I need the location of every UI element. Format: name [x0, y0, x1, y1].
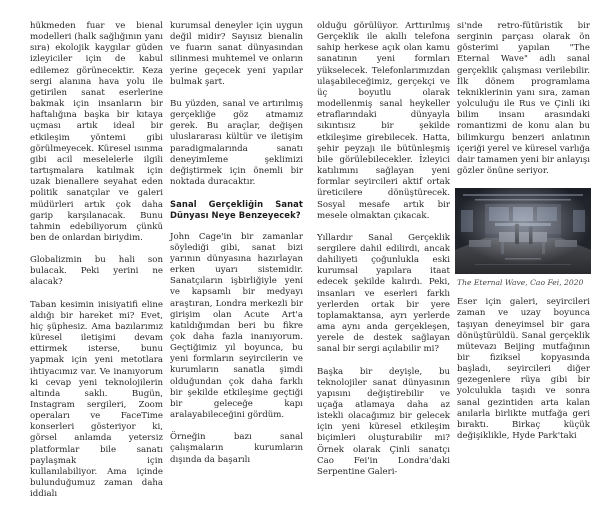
installation-photo-image	[455, 188, 591, 274]
paragraph: hükmeden fuar ve bienal modelleri (halk sağlığının yanı sıra) ekolojik kaygılar güden izleyiciler için de kabul edilemez görünecektir. Keza sergi alanına hava yolu ile getirilen sanat eserlerine bakmak için insanların bir haftalığına başka bir kıtaya uçması artık ideal bir etkileşim yöntemi gibi görülmeyecek. Küresel ısınma gibi acil meselelerle ilgili tartışmalara katılmak için uzak bienallere seyahat eden politik sanatçılar ve galeri müdürleri artık çok daha garip karşılanacak. Bunu tahmin edebiliyorum çünkü ben de onlardan biriydim.	[30, 21, 163, 243]
paragraph: olduğu görülüyor. Arttırılmış Gerçeklik ile akıllı telefona sahip herkese açık olan kamu sanatının yeni formları yükselecek. Telefonlarımızdan ulaşabileceğimiz, gerçekçi ve üç boyutlu olarak modellenmiş sanal heykeller etraflarındaki dünyayla sıkıntısız bir şekilde etkileşime girebilecek. Hatta, şehir peyzajı ile bütünleşmiş bile görülebilecekler. İzleyici katılımını sağlayan yeni formlar seyircileri aktif ortak üreticilere dönüştürecek. Sosyal mesafe artık bir mesele olmaktan çıkacak.	[317, 21, 450, 221]
text-column-2	[170, 21, 303, 477]
paragraph: Başka bir deyişle, bu teknolojiler sanat dünyasının yapısını değiştirebilir ve uçağa atlamaya daha az istekli olacağımız bir gelecek için yeni küresel etkileşim biçimleri oluşturabilir mi? Örnek olarak Çinli sanatçı Cao Fei'in Londra'daki Serpentine Galeri-	[317, 366, 450, 477]
paragraph: Örneğin bazı sanal çalışmaların kurumların dışında da başarılı	[170, 432, 303, 465]
paragraph: Taban kesimin inisiyatifi eline aldığı bir hareket mi? Evet, hiç şüphesiz. Ama bazılarımız küresel iletişimi devam ettirmek isterse, bunu yapmak için yeni metotlara ihtiyacımız var. Ve inanıyorum ki cevap yeni teknolojilerin altında saklı. Bugün, Instagram sergileri, Zoom operaları ve FaceTime konserleri gösteriyor ki, görsel anlamda yetersiz platformlar bile sanatı paylaşmak için kullanılabiliyor. Ama içinde bulunduğumuz zaman daha iddialı	[30, 299, 163, 500]
paragraph: si'nde retro-fütüristik bir serginin parçası olarak ön gösterimi yapılan "The Eternal Wave" adlı sanal gerçeklik çalışması verilebilir. İlk dönem programlama tekniklerinin yanı sıra, zaman yolculuğu ile Rus ve Çinli iki bilim insanı arasındaki romantizmi de konu alan bu bilimkurgu benzeri anlatının içeriği yerel ve küresel varlığa dair tamamen yeni bir anlayışı gözler önüne seriyor.	[457, 21, 590, 177]
installation-photo	[455, 188, 591, 274]
text-column-4	[457, 21, 590, 453]
paragraph: kurumsal deneyler için uygun değil midir? Sayısız bienalin ve fuarın sanat dünyasından silinmesi muhtemel ve onların yerine geçecek yeni yapılar bulmak şart.	[170, 21, 303, 87]
text-column-1	[30, 21, 163, 511]
paragraph: John Cage'in bir zamanlar söylediği gibi, sanat bizi yarının dünyasına hazırlayan erken uyarı sistemidir. Sanatçıların işbirliğiyle yeni ve kapsamlı bir medyayı araştıran, Londra merkezli bir girişim olan Acute Art'a katıldığımdan beri bu fikre çok daha fazla inanıyorum. Geçtiğimiz yıl boyunca, bu yeni formların seyircilerin ve kurumların sanatla şimdi olduğundan çok daha farklı bir şekilde etkileşime geçtiği bir geleceğe kapı aralayabileceğini gördüm.	[170, 231, 303, 421]
text-column-3	[317, 21, 450, 489]
section-heading: Sanal Gerçekliğin Sanat Dünyası Neye Benzeyecek?	[170, 199, 303, 221]
photo-caption: The Eternal Wave, Cao Fei, 2020	[457, 278, 584, 288]
paragraph: Eser için galeri, seyircileri zaman ve uzay boyunca taşıyan deneyimsel bir gara dönüştürüldü. Sanal gerçeklik mütevazı Beijing mutfağının bir fiziksel kopyasında başladı, seyircileri diğer gezegenlere rüya gibi bir yolculukla taşıdı ve sonra sanal gezintiden arta kalan anılarla birlikte mutfağa geri bıraktı. Birkaç küçük değişiklikle, Hyde Park'taki	[457, 297, 590, 442]
paragraph: Yıllardır Sanal Gerçeklik sergilere dahil edilirdi, ancak dahiliyeti çoğunlukla eski kurumsal yapılara itaat edecek şekilde kalırdı. Peki, insanları ve eserleri farklı yerlerden ortak bir yere toplamaktansa, ayrı yerlerde ama aynı anda gerçekleşen, yerele de destek sağlayan sanal bir sergi açılabilir mi?	[317, 232, 450, 355]
paragraph: Bu yüzden, sanal ve artırılmış gerçekliğe göz atmamız gerek. Bu araçlar, değişen uluslararası kültür ve iletişim paradigmalarında sanatı deneyimleme şeklimizi değiştirmek için önemli bir noktada duracaktır.	[170, 98, 303, 188]
paragraph: Globalizmin bu hali son bulacak. Peki yerini ne alacak?	[30, 255, 163, 288]
